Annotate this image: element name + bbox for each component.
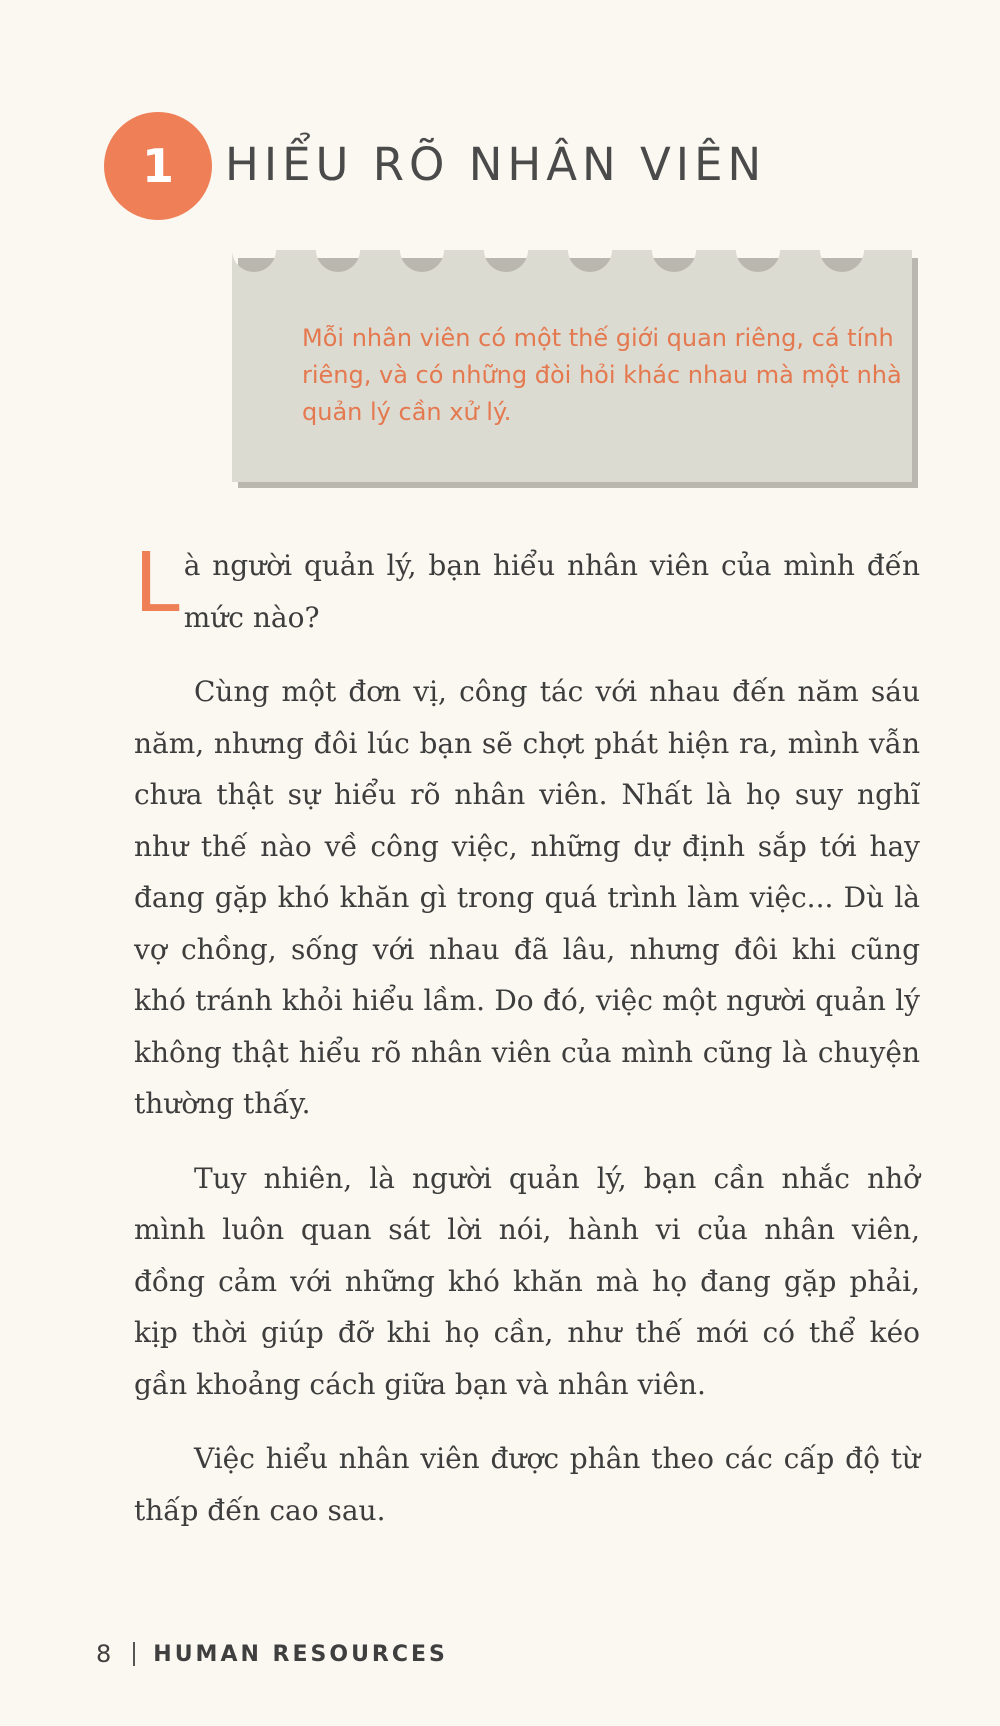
footer-divider [133,1642,135,1666]
page-footer [96,1640,448,1668]
callout-box [232,250,918,492]
body-text [134,536,920,1559]
chapter-number: 1 [141,139,174,193]
paragraph-2: Cùng một đơn vị, công tác với nhau đến năm sáu năm, nhưng đôi lúc bạn sẽ chợt phát hiện ra, mình vẫn chưa thật sự hiểu rõ nhân viên. Nhất là họ suy nghĩ như thế nào về công việc, những dự định sắp tới hay đang gặp khó khăn gì trong quá trình làm việc... Dù là vợ chồng, sống với nhau đã lâu, nhưng đôi khi cũng khó tránh khỏi hiểu lầm. Do đó, việc một người quản lý không thật hiểu rõ nhân viên của mình cũng là chuyện thường thấy. [134,675,920,1120]
paragraph-1 [134,536,920,643]
chapter-title: HIỂU RÕ NHÂN VIÊN [225,138,767,191]
callout-text: Mỗi nhân viên có một thế giới quan riêng, cá tính riêng, và có những đòi hỏi khác nhau mà một nhà quản lý cần xử lý. [302,324,902,426]
drop-cap: L [134,536,180,631]
paragraph-1-text: à người quản lý, bạn hiểu nhân viên của mình đến mức nào? [183,549,920,634]
book-title: HUMAN RESOURCES [153,1641,448,1667]
chapter-number-badge [104,112,212,220]
page-number: 8 [96,1640,112,1668]
paragraph-4: Việc hiểu nhân viên được phân theo các cấp độ từ thấp đến cao sau. [134,1442,920,1527]
paragraph-3: Tuy nhiên, là người quản lý, bạn cần nhắc nhở mình luôn quan sát lời nói, hành vi của nhân viên, đồng cảm với những khó khăn mà họ đang gặp phải, kịp thời giúp đỡ khi họ cần, như thế mới có thể kéo gần khoảng cách giữa bạn và nhân viên. [134,1161,920,1401]
